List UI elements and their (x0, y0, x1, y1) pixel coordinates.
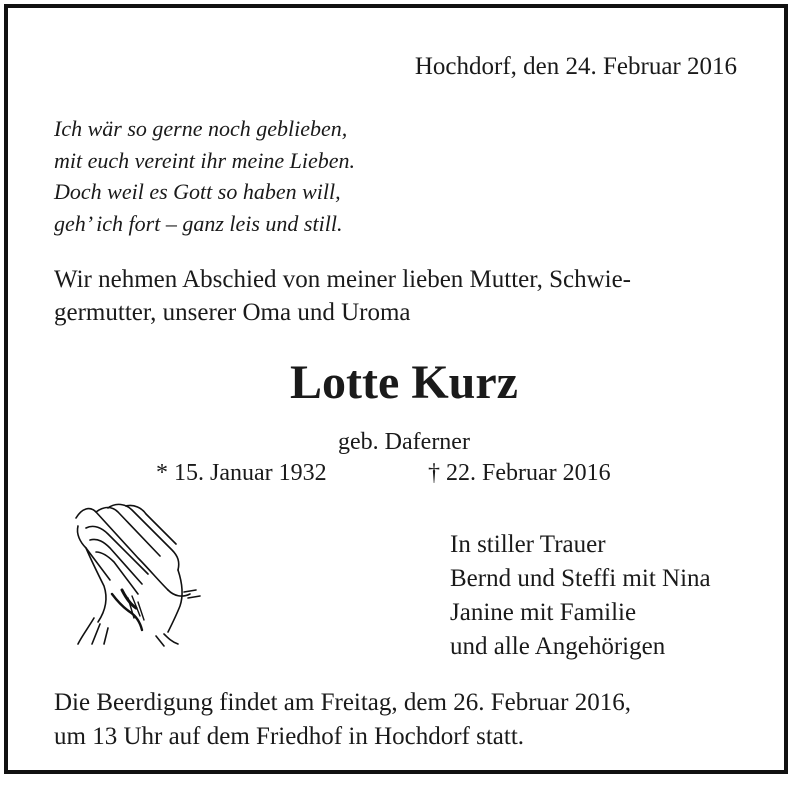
mourners-line: und alle Angehörigen (450, 633, 666, 660)
funeral-info (54, 686, 631, 754)
poem-line: mit euch vereint ihr meine Lieben. (54, 147, 355, 173)
funeral-line: um 13 Uhr auf dem Friedhof in Hochdorf statt. (54, 723, 525, 750)
praying-hands-icon (68, 498, 208, 648)
poem-line: geh’ ich fort – ganz leis und still. (54, 210, 343, 236)
dateline: Hochdorf, den 24. Februar 2016 (414, 53, 737, 80)
intro-line: germutter, unserer Oma und Uroma (54, 299, 411, 326)
mourners-line: In stiller Trauer (450, 531, 606, 558)
mourners-line: Janine mit Familie (450, 599, 637, 626)
mourners-line: Bernd und Steffi mit Nina (450, 565, 711, 592)
birth-date: * 15. Januar 1932 (156, 460, 327, 486)
birth-name: geb. Daferner (338, 429, 470, 455)
mourners-block (450, 528, 711, 664)
death-date: † 22. Februar 2016 (428, 460, 611, 486)
intro-text (54, 263, 758, 329)
notice-frame (4, 4, 788, 774)
poem (54, 113, 355, 239)
poem-line: Ich wär so gerne noch geblieben, (54, 116, 348, 141)
deceased-name: Lotte Kurz (290, 356, 518, 409)
intro-line: Wir nehmen Abschied von meiner lieben Mutter, Schwie- (54, 266, 632, 293)
poem-line: Doch weil es Gott so haben will, (54, 179, 341, 204)
funeral-line: Die Beerdigung findet am Freitag, dem 26. Februar 2016, (54, 689, 631, 716)
